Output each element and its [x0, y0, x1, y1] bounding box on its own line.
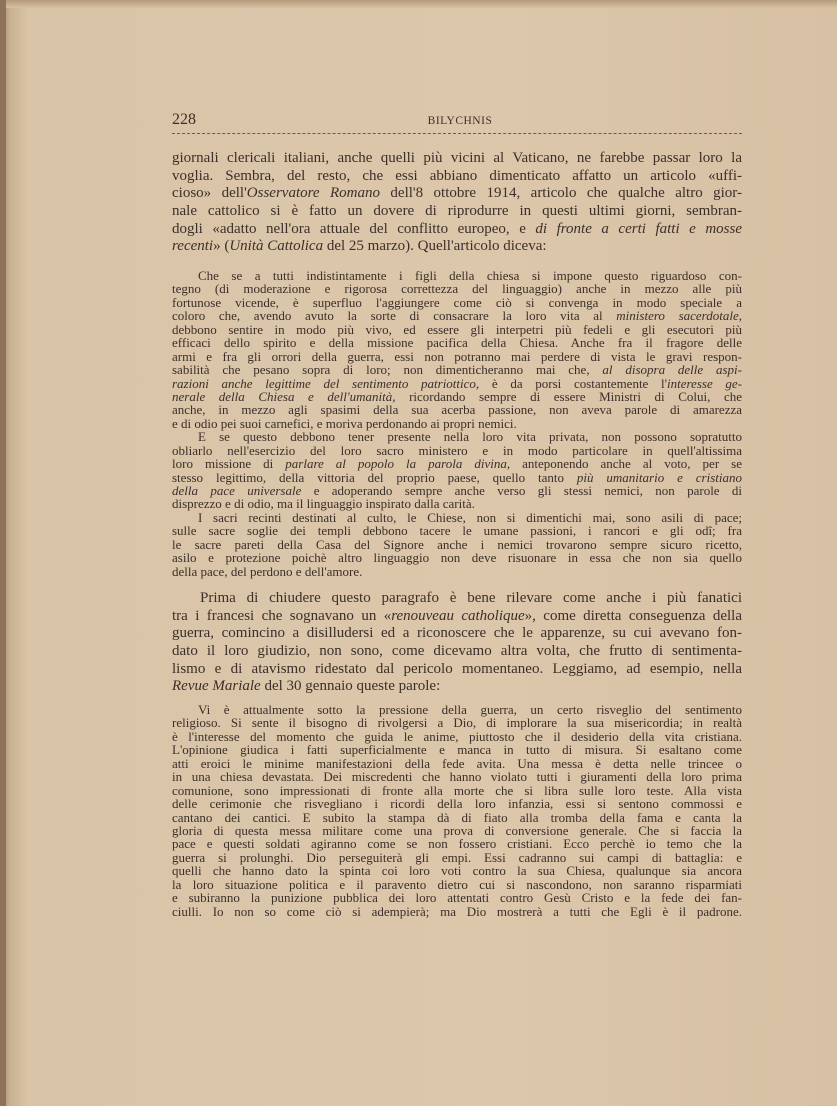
text-line [172, 757, 742, 770]
text-line [172, 238, 742, 256]
text-line-content: pace e questi soldati agiranno come se non fossero cristiani. Ecco perchè io temo che la [172, 836, 742, 852]
italic-text: Revue Mariale [172, 678, 261, 695]
text-line-content: armi e fra gli orrori della guerra, essi non potranno mai perdere di vista le gravi respon- [172, 348, 742, 364]
journal-title: BILYCHNIS [427, 115, 493, 127]
body-paragraph-2 [172, 590, 742, 696]
text-line-content: ciulli. Io non so come ciò si adempierà; ma Dio mostrerà a tutti che Egli è il padrone. [172, 903, 742, 919]
text-line [172, 336, 742, 349]
italic-text: di fronte a certi fatti e mosse [535, 220, 742, 237]
text-line [172, 221, 742, 239]
text-line [172, 864, 742, 877]
text-line [172, 484, 742, 497]
text-line [172, 837, 742, 850]
page-number: 228 [172, 111, 196, 128]
text-line-content: religioso. Si sente il bisogno di rivolgersi a Dio, di implorare la sua misericordia; in realtà [172, 715, 742, 731]
text-line-content: giornali clericali italiani, anche quelli più vicini al Vaticano, ne farebbe passar loro la [172, 150, 742, 166]
paragraph [172, 430, 742, 511]
page-top-edge [0, 0, 837, 8]
text-line-content: guerra si prolunghi. Dio perseguiterà gli empi. Essi cadranno sui campi di battaglia: e [172, 849, 742, 865]
text-line-content: della pace universale e adoperando sempre anche verso gli stessi nemici, non parole di [172, 483, 743, 498]
block-quote-1 [172, 269, 742, 578]
text-line [172, 430, 742, 443]
text-line-content: dato il loro giudizio, non sono, come dicevamo altra volta, che frutto di sentimenta- [172, 643, 742, 660]
text-line [172, 309, 742, 322]
text-line [172, 678, 742, 696]
text-line-content: lismo e di atavismo ridestato dal pericolo momentaneo. Leggiamo, ad esempio, nella [172, 660, 742, 677]
text-line [172, 703, 742, 716]
text-line [172, 150, 742, 168]
header-rule [172, 133, 742, 134]
text-line [172, 471, 742, 484]
text-line-content: cantano dei cantici. E subito la stampa dà di fiato alla tromba della fama e canta la [172, 809, 742, 825]
text-line [172, 538, 742, 551]
text-line-content: loro missione di parlare al popolo la parola divina, anteponendo anche al voto, per se [172, 456, 742, 472]
text-line-content: tegno (di moderazione e rigorosa correttezza del linguaggio) anche in mezzo alle più [172, 281, 742, 297]
text-line-content: sulle sacre soglie dei templi debbono tacere le umane passioni, i rancori e gli odî; fra [172, 523, 742, 539]
text-line-content: e subiranno la punizione pubblica dei loro attentati contro Gesù Cristo e la fede dei fan- [172, 890, 742, 906]
text-line-content: comunione, sono impressionati di fronte alla morte che si libra sulle loro teste. Alla vista [172, 782, 742, 798]
text-line [172, 784, 742, 797]
text-line-content: efficaci dello spirito e della missione pacifica della Chiesa. Anche fra il fragore delle [172, 335, 742, 351]
text-line-content: quelli che hanno dato la spinta coi loro voti contro la sua Chiesa, qualunque sia ancora [172, 863, 742, 879]
text-line [172, 168, 742, 186]
paragraph [172, 269, 742, 430]
paragraph [172, 511, 742, 578]
text-line [172, 643, 742, 661]
italic-text: Unità Cattolica [229, 238, 324, 255]
text-line-content: gloria di questa messa militare come una prova di conversione generale. Che si faccia la [172, 822, 742, 838]
body-paragraph-1 [172, 150, 742, 256]
text-line-content: dogli «adatto nell'ora attuale del conflitto europeo, e di fronte a certi fatti e mosse [172, 220, 742, 237]
text-line [172, 203, 742, 221]
text-line-content: E se questo debbono tener presente nella loro vita privata, non possono sopratutto [198, 429, 742, 445]
text-line-content: voglia. Sembra, del resto, che essi abbiano dimenticato affatto un articolo «uffi- [172, 167, 742, 184]
text-line [172, 625, 742, 643]
text-line [172, 323, 742, 336]
text-line-content: L'opinione giudica i fatti superficialmente e manca in tutto di misura. Si esaltano come [172, 742, 742, 758]
text-line [172, 661, 742, 679]
text-line-content: in una chiesa devastata. Dei miscredenti che hanno violato tutti i giuramenti della loro prima [172, 769, 742, 785]
text-line-content: debbono sentire in modo più vivo, ed essere gli interpetri più fedeli e gli esecutori più [172, 321, 742, 337]
block-quote-2 [172, 703, 742, 918]
text-line [172, 743, 742, 756]
italic-text: più umanitario e cristiano [576, 469, 742, 485]
text-line [172, 497, 742, 510]
text-line [172, 350, 742, 363]
italic-text: renouveau catholique [391, 607, 525, 624]
italic-text: razioni anche legittime del sentimento patriottico [172, 375, 476, 391]
text-line-content: è l'interesse del momento che guida le anime, piuttosto che il desiderio della vita cristiana. [172, 728, 742, 744]
text-line [172, 511, 742, 524]
text-line-content: atti eroici le minime manifestazioni della fede avita. Una messa è detta nelle trincee o [172, 755, 742, 771]
text-line [172, 417, 742, 430]
text-line [172, 551, 742, 564]
text-line [172, 824, 742, 837]
italic-text: ministero sacerdotale [616, 308, 739, 324]
paragraph [172, 703, 742, 918]
text-line-content: tra i francesi che sognavano un «renouveau catholique», come diretta conseguenza della [172, 607, 742, 624]
text-line [172, 878, 742, 891]
text-line [172, 851, 742, 864]
italic-text: interesse ge- [666, 375, 743, 391]
text-line-content: nale cattolico si è fatto un dovere di riprodurre in questi ultimi giorni, sembran- [172, 203, 742, 220]
italic-text: nerale della Chiesa e dell'umanità [172, 388, 393, 404]
text-line-content: anche, in mezzo agli spasimi della sua acerba passione, non aveva parole di amarezza [172, 402, 742, 418]
text-line [172, 905, 742, 918]
text-line-content: coloro che, avendo avuto la sorte di consacrare la loro vita al ministero sacerdotale, [172, 308, 742, 324]
text-line-content: guerra, comincino a disilludersi ed a riconoscere che le apparenze, su cui avevano fon- [172, 625, 742, 642]
text-line [172, 377, 742, 390]
text-line [172, 891, 742, 904]
text-line-content: asilo e protezione poichè altro linguaggio non deve risuonare in essa che non sia quello [172, 550, 742, 566]
text-line-content: disprezzo e di odio, ma il linguaggio inspirato dalla carità. [172, 496, 475, 512]
text-line-content: fortunose vicende, è superfluo l'aggiungere come ciò si convenga in modo speciale a [172, 294, 742, 310]
text-line-content: I sacri recinti destinati al culto, le Chiese, non si dimentichi mai, sono asili di pace; [198, 509, 742, 525]
text-line [172, 185, 742, 203]
italic-text: parlare al popolo la parola divina, [285, 456, 511, 472]
text-line [172, 716, 742, 729]
text-line-content: le sacre pareti della Casa del Signore anche i nemici trovarono sempre sicuro ricetto, [172, 536, 742, 552]
text-line-content: Che se a tutti indistintamente i figli della chiesa si impone questo riguardoso con- [198, 268, 742, 283]
text-line [172, 269, 742, 282]
text-line-content: delle cerimonie che risvegliano i ricordi della loro infanzia, essi si sentono commossi e [172, 796, 742, 812]
text-line [172, 811, 742, 824]
text-line-content: sabilità che pesano sopra di loro; non dimenticheranno mai che, al disopra delle aspi- [172, 362, 742, 378]
text-line-content: razioni anche legittime del sentimento patriottico, è da porsi costantemente l'interesse ge- [172, 375, 743, 391]
text-line [172, 363, 742, 376]
text-line [172, 282, 742, 295]
text-line [172, 770, 742, 783]
text-line-content: cioso» dell'Osservatore Romano dell'8 ottobre 1914, articolo che qualche altro gior- [172, 185, 742, 202]
text-line-content: Vi è attualmente sotto la pressione della guerra, un certo risveglio del sentimento [198, 702, 742, 717]
text-line-content: e di odio pei suoi carnefici, e moriva perdonando ai propri nemici. [172, 415, 517, 431]
text-line [172, 403, 742, 416]
text-line [172, 590, 742, 608]
text-line [172, 797, 742, 810]
text-line-content: Revue Mariale del 30 gennaio queste parole: [172, 678, 441, 695]
text-line [172, 565, 742, 578]
text-line [172, 524, 742, 537]
italic-text: Osservatore Romano [246, 185, 380, 202]
text-line-content: obliarlo nell'esercizio del loro sacro ministero e in modo particolare in quell'altissima [172, 442, 742, 458]
text-line [172, 296, 742, 309]
text-line [172, 608, 742, 626]
italic-text: della pace universale [172, 483, 302, 498]
text-line [172, 730, 742, 743]
text-line-content: della pace, del perdono e dell'amore. [172, 563, 363, 579]
text-line-content: nerale della Chiesa e dell'umanità, ricordando sempre di essere Ministri di Colui, che [172, 388, 742, 404]
text-line [172, 444, 742, 457]
page-binding-edge [0, 0, 6, 1106]
italic-text: recenti [172, 238, 214, 255]
paragraph [172, 590, 742, 696]
italic-text: al disopra delle aspi- [602, 362, 742, 378]
text-line-content: stesso legittimo, della vittoria del proprio paese, quello tanto più umanitario e cristiano [172, 469, 742, 485]
text-line-content: la loro situazione politica e il paravento dietro cui si nascondono, non saranno risparmiati [172, 876, 742, 892]
text-line-content: recenti» (Unità Cattolica del 25 marzo). Quell'articolo diceva: [172, 238, 547, 255]
text-line-content: Prima di chiudere questo paragrafo è bene rilevare come anche i più fanatici [200, 590, 742, 606]
text-line [172, 457, 742, 470]
paragraph [172, 150, 742, 256]
text-line [172, 390, 742, 403]
